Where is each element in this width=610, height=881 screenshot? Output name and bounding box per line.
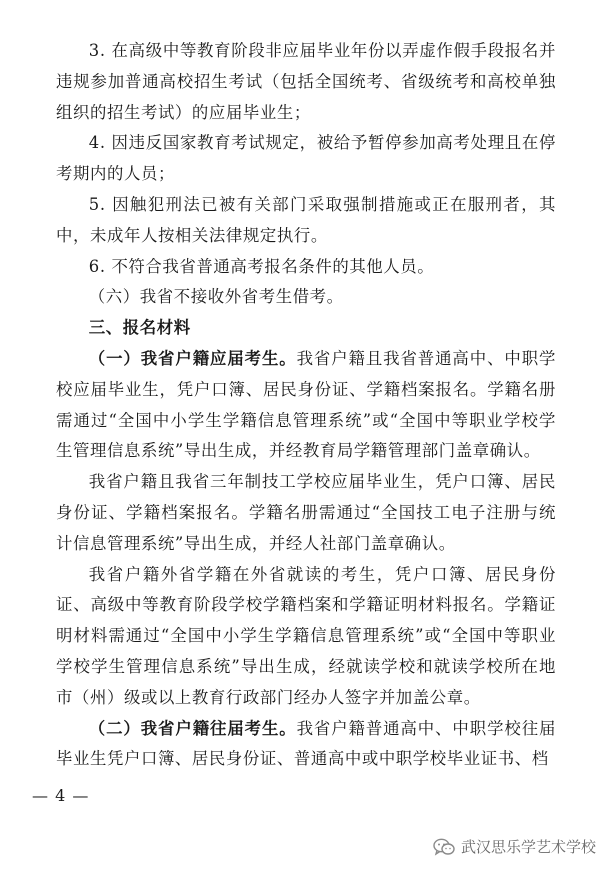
- section-heading: 三、报名材料: [88, 318, 191, 338]
- paragraph: 3. 在高级中等教育阶段非应届毕业年份以弄虚作假手段报名并违规参加普通高校招生考试（包括全国统考、省级统考和高校单独组织的招生考试）的应届毕业生；: [56, 41, 556, 122]
- paragraph-lead: （一）我省户籍应届考生。: [88, 348, 297, 368]
- paragraph: 6. 不符合我省普通高考报名条件的其他人员。: [88, 256, 435, 276]
- paragraph: 我省户籍且我省三年制技工学校应届毕业生，凭户口簿、居民身份证、学籍档案报名。学籍名册需通过“全国技工电子注册与统计信息管理系统”导出生成，并经人社部门盖章确认。: [56, 472, 556, 553]
- paragraph-lead: （二）我省户籍往届考生。: [88, 718, 297, 738]
- page-number: — 4 —: [32, 786, 90, 805]
- paragraph: [56, 714, 556, 776]
- paragraph: 5. 因触犯刑法已被有关部门采取强制措施或正在服刑者，其中，未成年人按相关法律规定执行。: [56, 194, 556, 245]
- watermark-text: 武汉思乐学艺术学校: [460, 838, 596, 856]
- paragraph-text: 我省户籍且我省普通高中、中职学校应届毕业生，凭户口簿、居民身份证、学籍档案报名。学籍名册需通过“全国中小学生学籍信息管理系统”或“全国中等职业学校学生管理信息系统”导出生成，并经教育局学籍管理部门盖章确认。: [56, 348, 557, 461]
- paragraph-text: 我省户籍普通高中、中职学校往届毕业生凭户口簿、居民身份证、普通高中或中职学校毕业证书、档: [56, 718, 557, 769]
- paragraph: 4. 因违反国家教育考试规定，被给予暂停参加高考处理且在停考期内的人员；: [56, 133, 556, 184]
- wechat-icon: [433, 838, 455, 856]
- paragraph: 我省户籍外省学籍在外省就读的考生，凭户口簿、居民身份证、高级中等教育阶段学校学籍档案和学籍证明材料报名。学籍证明材料需通过“全国中小学生学籍信息管理系统”或“全国中等职业学校学生管理信息系统”导出生成，经就读学校和就读学校所在地市（州）级或以上教育行政部门经办人签字并加盖公章。: [56, 564, 556, 707]
- document-body: [56, 36, 556, 775]
- watermark: [433, 836, 596, 857]
- paragraph: [56, 344, 556, 467]
- paragraph: （六）我省不接收外省考生借考。: [88, 287, 344, 307]
